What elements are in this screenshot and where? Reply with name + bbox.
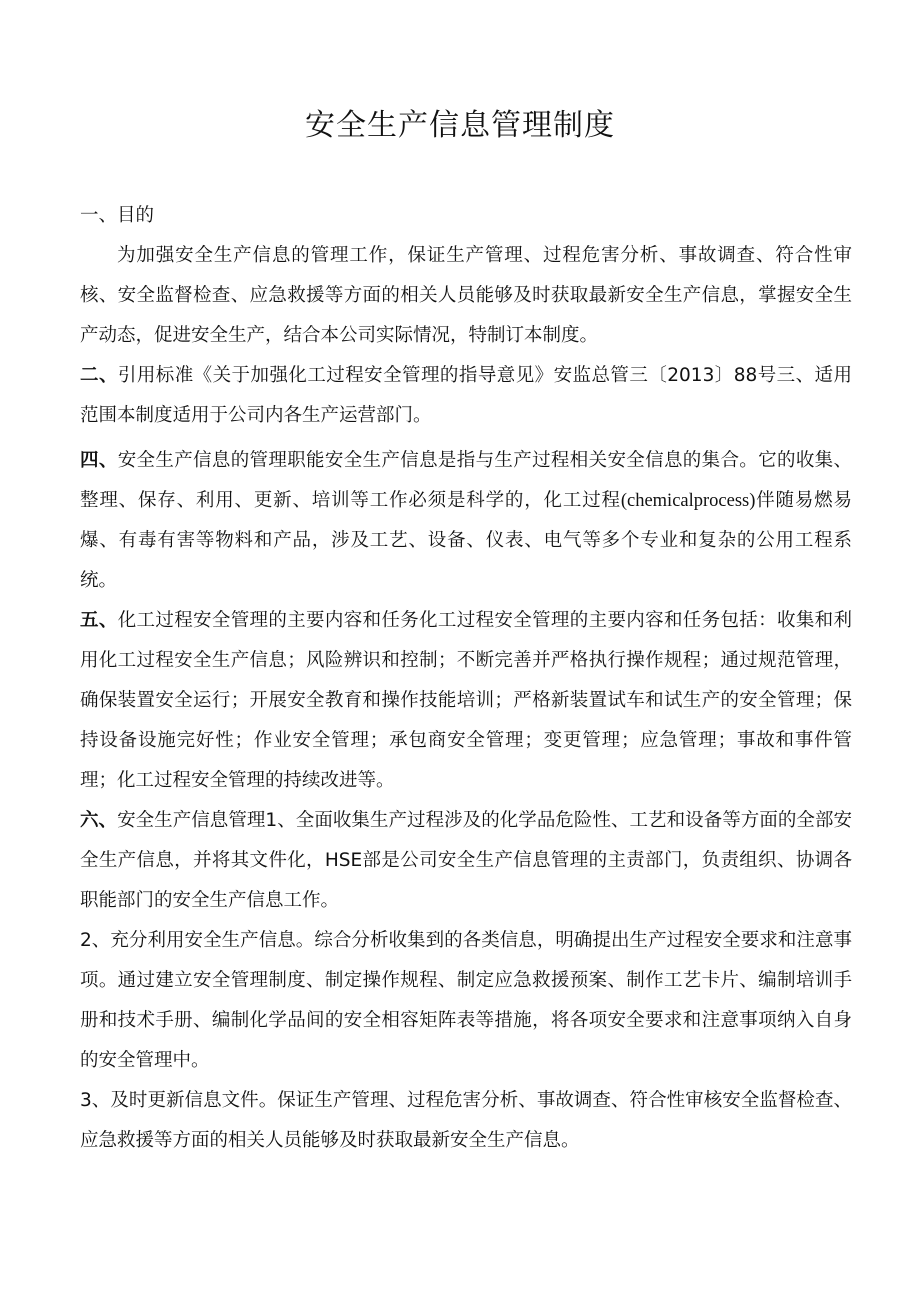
purpose-paragraph: 为加强安全生产信息的管理工作，保证生产管理、过程危害分析、事故调查、符合性审核、安全监督检查、应急救援等方面的相关人员能够及时获取最新安全生产信息，掌握安全生产动态，促进安全生产，结合本公司实际情况，特制订本制度。 — [80, 245, 852, 346]
section-5-heading: 五、 — [80, 610, 118, 631]
reference-heading: 二、 — [80, 365, 118, 386]
section-6-paragraph — [80, 801, 852, 921]
section-4-text-tail: 伴随易燃易爆、有毒有害等物料和产品，涉及工艺、设备、仪表、电气等多个专业和复杂的公用工程系统。 — [80, 490, 852, 591]
reference-paragraph — [80, 356, 852, 436]
reference-text: 引用标准《关于加强化工过程安全管理的指导意见》安监总管三〔2013〕88号三、适用范围本制度适用于公司内各生产运营部门。 — [80, 365, 852, 426]
purpose-heading: 一、目的 — [80, 205, 155, 226]
item-3-paragraph: 3、及时更新信息文件。保证生产管理、过程危害分析、事故调查、符合性审核安全监督检查、应急救援等方面的相关人员能够及时获取最新安全生产信息。 — [80, 1090, 852, 1151]
section-4-text: 安全生产信息的管理职能安全生产信息是指与生产过程相关安全信息的集合。它的收集、整理、保存、利用、更新、培训等工作必须是科学的，化工过程 — [80, 450, 852, 511]
section-6-text: 安全生产信息管理1、全面收集生产过程涉及的化学品危险性、工艺和设备等方面的全部安全生产信息，并将其文件化，HSE部是公司安全生产信息管理的主责部门，负责组织、协调各职能部门的安全生产信息工作。 — [80, 810, 852, 911]
section-5-text: 化工过程安全管理的主要内容和任务化工过程安全管理的主要内容和任务包括：收集和利用化工过程安全生产信息；风险辨识和控制；不断完善并严格执行操作规程；通过规范管理，确保装置安全运行；开展安全教育和操作技能培训；严格新装置试车和试生产的安全管理；保持设备设施完好性；作业安全管理；承包商安全管理；变更管理；应急管理；事故和事件管理；化工过程安全管理的持续改进等。 — [80, 610, 852, 791]
section-4-heading: 四、 — [80, 450, 118, 471]
section-4-paragraph — [80, 441, 852, 601]
section-5-paragraph — [80, 601, 852, 801]
document-body — [80, 196, 852, 1161]
document-title: 安全生产信息管理制度 — [305, 108, 615, 144]
section-4-term: (chemicalprocess) — [620, 491, 756, 511]
section-6-heading: 六、 — [80, 810, 118, 831]
item-2-paragraph: 2、充分利用安全生产信息。综合分析收集到的各类信息，明确提出生产过程安全要求和注意事项。通过建立安全管理制度、制定操作规程、制定应急救援预案、制作工艺卡片、编制培训手册和技术手册、编制化学品间的安全相容矩阵表等措施，将各项安全要求和注意事项纳入自身的安全管理中。 — [80, 930, 852, 1071]
